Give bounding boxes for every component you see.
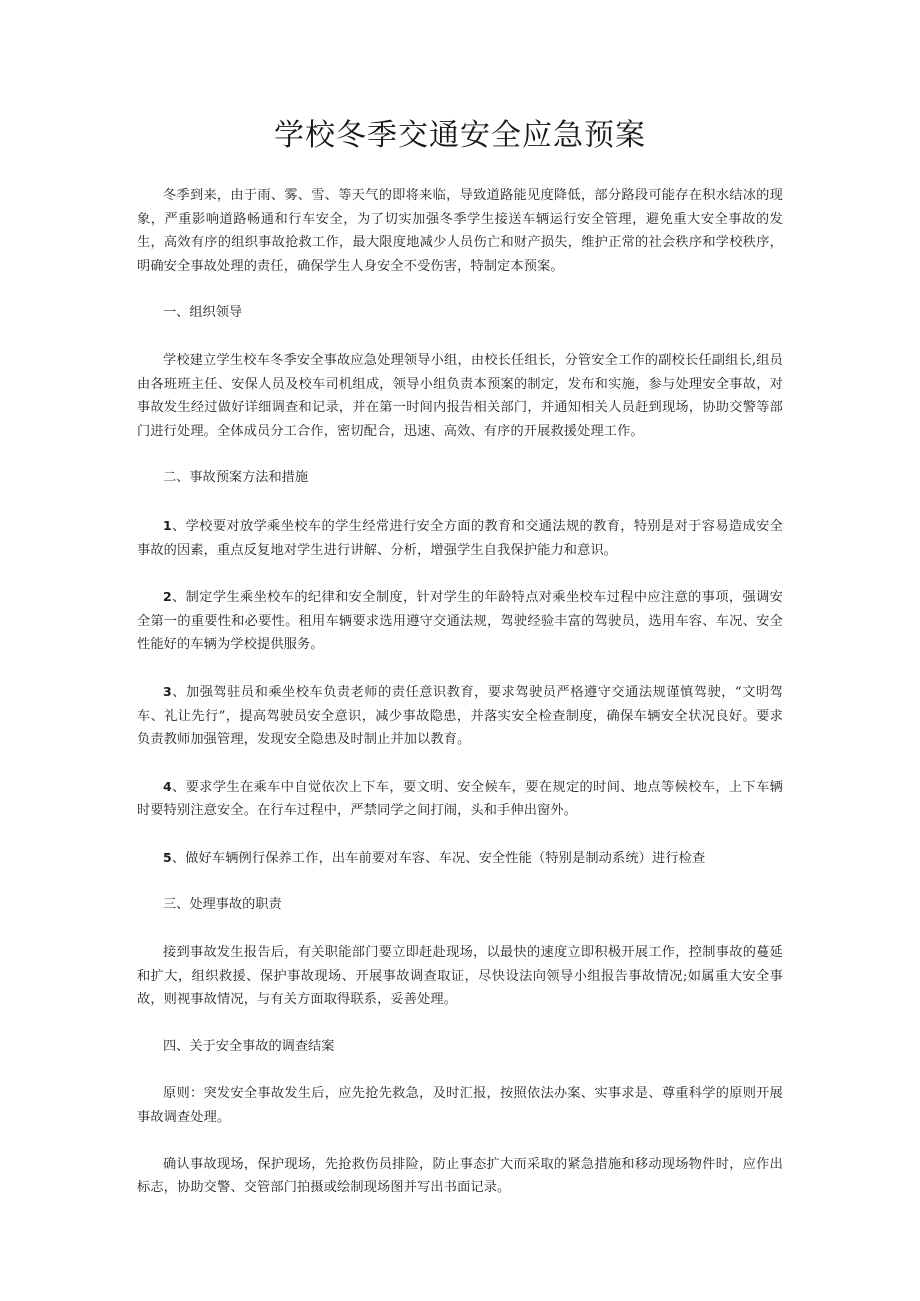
measure-number: 5 [163,849,172,865]
measure-item [137,680,783,752]
measure-text: 、加强驾驻员和乘坐校车负责老师的责任意识教育，要求驾驶员严格遵守交通法规谨慎驾驶，“文明驾车、礼让先行”，提高驾驶员安全意识，减少事故隐患，并落实安全检查制度，确保车辆安全状况良好。要求负责教师加强管理，发现安全隐患及时制止并加以教育。 [137,684,783,748]
measure-text: 、要求学生在乘车中自觉依次上下车，要文明、安全候车，要在规定的时间、地点等候校车，上下车辆时要特别注意安全。在行车过程中，严禁同学之间打闹，头和手伸出窗外。 [137,779,783,819]
measure-text: 、做好车辆例行保养工作，出车前要对车容、车况、安全性能（特别是制动系统）进行检查 [171,850,706,866]
duties-paragraph: 接到事故发生报告后，有关职能部门要立即赶赴现场，以最快的速度立即积极开展工作，控制事故的蔓延和扩大，组织救援、保护事故现场、开展事故调查取证，尽快设法向领导小组报告事故情况;如属重大安全事故，则视事故情况，与有关方面取得联系，妥善处理。 [137,945,783,1008]
measure-item [137,585,783,657]
organization-paragraph: 学校建立学生校车冬季安全事故应急处理领导小组，由校长任组长，分管安全工作的副校长任副组长,组员由各班班主任、安保人员及校车司机组成，领导小组负责本预案的制定，发布和实施，参与处理安全事故，对事故发生经过做好详细调查和记录，并在第一时间内报告相关部门，并通知相关人员赶到现场，协助交警等部门进行处理。全体成员分工合作，密切配合，迅速、高效、有序的开展救援处理工作。 [137,352,783,439]
section-heading-investigation: 四、关于安全事故的调查结案 [163,1038,335,1054]
measure-item [137,775,783,823]
section-heading-measures: 二、事故预案方法和措施 [163,470,309,486]
measure-text: 、制定学生乘坐校车的纪律和安全制度，针对学生的年龄特点对乘坐校车过程中应注意的事项，强调安全第一的重要性和必要性。租用车辆要求选用遵守交通法规，驾驶经验丰富的驾驶员，选用车容、车况、安全性能好的车辆为学校提供服务。 [137,590,783,653]
intro-paragraph: 冬季到来，由于雨、雾、雪、等天气的即将来临，导致道路能见度降低，部分路段可能存在积水结冰的现象，严重影响道路畅通和行车安全，为了切实加强冬季学生接送车辆运行安全管理，避免重大安全事故的发生，高效有序的组织事故抢救工作，最大限度地减少人员伤亡和财产损失，维护正常的社会秩序和学校秩序，明确安全事故处理的责任，确保学生人身安全不受伤害，特制定本预案。 [137,188,783,274]
measure-number: 4 [163,778,172,794]
section-heading-duties: 三、处理事故的职责 [163,897,282,913]
measure-text: 、学校要对放学乘坐校车的学生经常进行安全方面的教育和交通法规的教育，特别是对于容易造成安全事故的因素，重点反复地对学生进行讲解、分析，增强学生自我保护能力和意识。 [137,518,783,558]
measure-item [137,846,783,871]
section-heading-organization: 一、组织领导 [163,305,243,321]
measure-item [137,514,783,562]
measure-number: 1 [163,517,172,533]
measure-number: 2 [163,589,172,605]
principle-paragraph: 原则：突发安全事故发生后，应先抢先救急，及时汇报，按照依法办案、实事求是、尊重科学的原则开展事故调查处理。 [137,1086,783,1126]
document-title: 学校冬季交通安全应急预案 [274,118,646,153]
measure-number: 3 [163,683,172,699]
document-body [137,184,783,1200]
scene-paragraph: 确认事故现场，保护现场，先抢救伤员排险，防止事态扩大而采取的紧急措施和移动现场物件时，应作出标志，协助交警、交管部门拍摄或绘制现场图并写出书面记录。 [137,1156,783,1196]
